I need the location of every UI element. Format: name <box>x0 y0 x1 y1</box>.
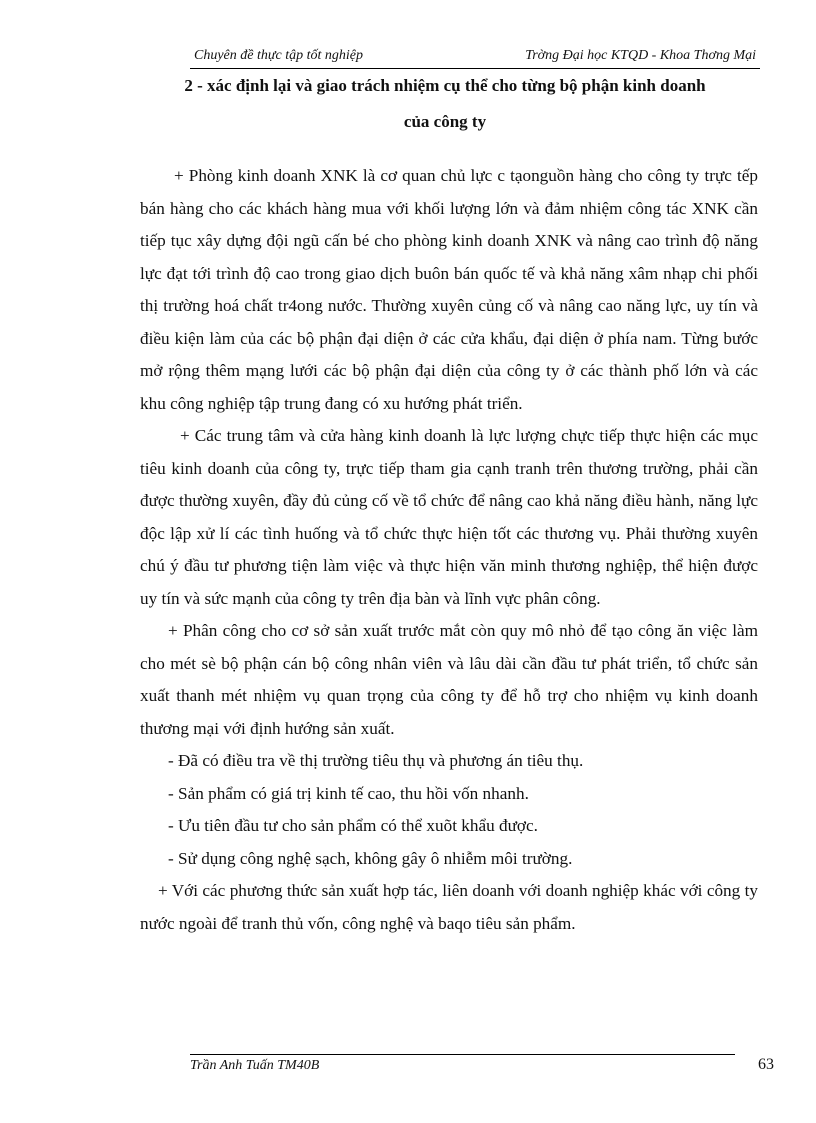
header-right-text: Trờng Đại học KTQD - Khoa Thơng Mại <box>525 48 756 63</box>
page-number: 63 <box>758 1056 774 1073</box>
paragraph-import-export-department: + Phòng kinh doanh XNK là cơ quan chủ lực c tạonguồn hàng cho công ty trực tếp bán hàng cho các khách hàng mua với khối lượng lớn và đảm nhiệm công tác XNK cần tiếp tục xây dựng đội ngũ cấn bé cho phòng kinh doanh XNK và nâng cao trình độ năng lực đạt tới trình độ cao trong giao dịch buôn bán quốc tế và khả năng xâm nhạp chi phối thị trường hoá chất tr4ong nước. Thường xuyên củng cố và nâng cao năng lực, uy tín và điều kiện làm của các bộ phận đại diện ở các cửa khẩu, đại diện ở phía nam. Từng bước mở rộng thêm mạng lưới các bộ phận đại diện của công ty ở các thành phố lớn và các khu công nghiệp tập trung đang có xu hướng phát triển. <box>140 166 758 413</box>
header-left-text: Chuyên đề thực tập tốt nghiệp <box>194 48 363 63</box>
list-item: - Đã có điều tra về thị trường tiêu thụ và phương án tiêu thụ. <box>168 751 584 770</box>
list-item: - Ưu tiên đầu tư cho sản phẩm có thể xuõt khẩu được. <box>168 816 538 835</box>
list-item: - Sử dụng công nghệ sạch, không gây ô nhiễm môi trường. <box>168 848 573 868</box>
section-title: 2 - xác định lại và giao trách nhiệm cụ thể cho từng bộ phận kinh doanh <box>184 76 706 95</box>
document-body <box>140 160 758 940</box>
paragraph-business-centers: + Các trung tâm và cửa hàng kinh doanh là lực lượng chực tiếp thực hiện các mục tiêu kinh doanh của công ty, trực tiếp tham gia cạnh tranh trên thương trường, phải cần được thường xuyên, đầy đủ củng cố về tổ chức để nâng cao khả năng điều hành, năng lực độc lập xử lí các tình huống và tổ chức thực hiện tốt các thương vụ. Phải thường xuyên chú ý đầu tư phương tiện làm việc và thực hiện văn minh thương nghiệp, thể hiện được uy tín và sức mạnh của công ty trên địa bàn và lĩnh vực phân công. <box>140 426 758 608</box>
section-title-continued: của công ty <box>403 112 487 131</box>
footer-divider <box>190 1054 735 1055</box>
paragraph-joint-venture: + Với các phương thức sản xuất hợp tác, liên doanh với doanh nghiệp khác với công ty nước ngoài để tranh thủ vốn, công nghệ và baqo tiêu sản phẩm. <box>140 881 758 933</box>
paragraph-production-facility: + Phân công cho cơ sở sản xuất trước mắt còn quy mô nhỏ để tạo công ăn việc làm cho mét sè bộ phận cán bộ công nhân viên và lâu dài cần đầu tư phát triển, tổ chức sản xuất thanh mét nhiệm vụ quan trọng của công ty để hỗ trợ cho nhiệm vụ kinh doanh thương mại với định hướng sản xuất. <box>140 621 758 738</box>
footer-author: Trần Anh Tuấn TM40B <box>190 1058 320 1073</box>
list-item: - Sản phẩm có giá trị kinh tế cao, thu hồi vốn nhanh. <box>168 783 529 803</box>
page-header <box>190 46 760 69</box>
